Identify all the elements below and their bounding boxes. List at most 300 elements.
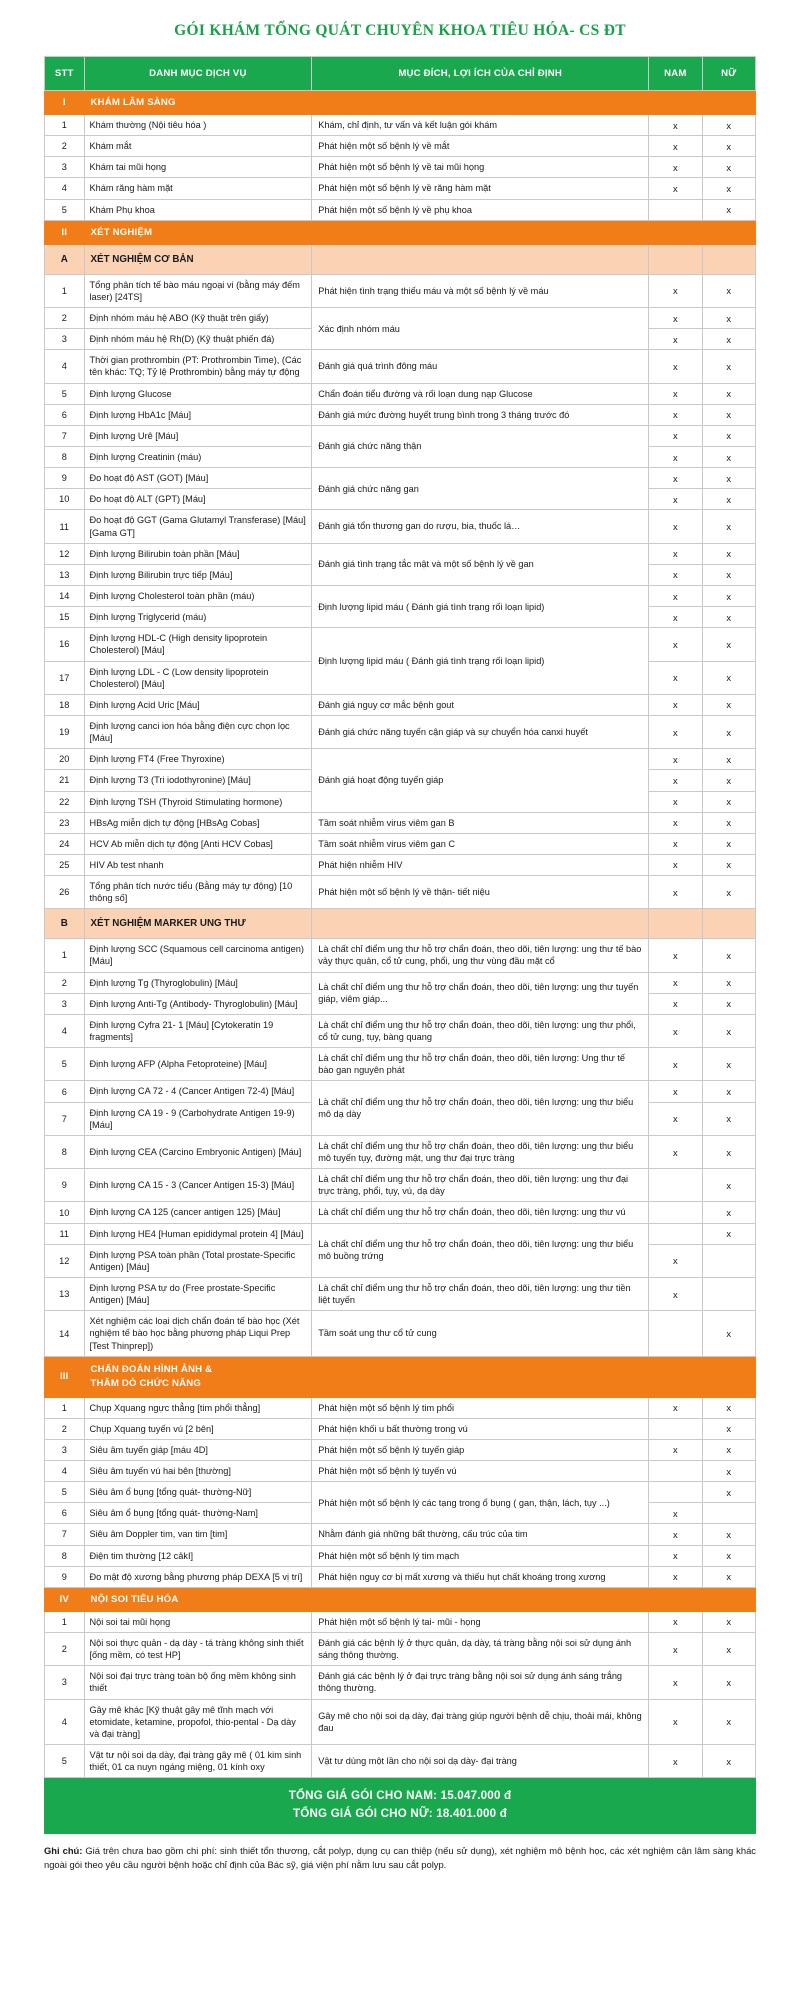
table-row [45,468,756,489]
male-mark: x [649,1524,702,1545]
service-name: Định lượng TSH (Thyroid Stimulating hormone) [84,791,312,812]
table-row [45,404,756,425]
male-mark: x [649,1611,702,1632]
row-number: 13 [45,564,85,585]
male-mark [649,1418,702,1439]
service-name: Định lượng FT4 (Free Thyroxine) [84,749,312,770]
service-name: Định lượng Creatinin (máu) [84,446,312,467]
table-row [45,833,756,854]
male-mark: x [649,876,702,909]
footer-note [44,1834,756,1890]
service-name: Định lượng Acid Uric [Máu] [84,694,312,715]
row-number: 16 [45,628,85,661]
male-mark: x [649,993,702,1014]
table-row [45,854,756,875]
service-name: Khám Phụ khoa [84,199,312,220]
service-purpose: Phát hiện một số bệnh lý tuyến giáp [312,1439,649,1460]
row-number: 1 [45,1397,85,1418]
service-name: Định lượng Bilirubin toàn phần [Máu] [84,543,312,564]
service-purpose: Là chất chỉ điểm ung thư hỗ trợ chẩn đoán, theo dõi, tiên lượng: ung thư biểu mô tuyến tụy, đường mật, ung thư đại trực tràng [312,1135,649,1168]
row-number: 2 [45,972,85,993]
section-label: XÉT NGHIỆM [84,220,756,244]
row-number: 4 [45,1014,85,1047]
female-mark: x [702,425,755,446]
table-row [45,1014,756,1047]
male-mark: x [649,833,702,854]
service-purpose: Phát hiện một số bệnh lý về mắt [312,136,649,157]
row-number: 7 [45,1524,85,1545]
table-row [45,383,756,404]
male-mark: x [649,1744,702,1777]
section-number: I [45,91,85,115]
male-mark: x [649,446,702,467]
male-mark: x [649,854,702,875]
row-number: 1 [45,115,85,136]
male-mark: x [649,564,702,585]
service-name: Siêu âm Doppler tim, van tim [tim] [84,1524,312,1545]
service-name: Chụp Xquang tuyến vú [2 bên] [84,1418,312,1439]
male-mark: x [649,115,702,136]
female-mark: x [702,1666,755,1699]
male-mark: x [649,585,702,606]
row-number: 20 [45,749,85,770]
table-row [45,350,756,383]
row-number: 14 [45,1311,85,1356]
row-number: 19 [45,715,85,748]
male-mark: x [649,1632,702,1665]
service-name: Thời gian prothrombin (PT: Prothrombin Time), (Các tên khác: TQ; Tỷ lệ Prothrombin) bằng máy tự động [84,350,312,383]
female-mark: x [702,564,755,585]
male-mark [649,1223,702,1244]
table-row [45,1524,756,1545]
male-mark: x [649,1397,702,1418]
female-mark: x [702,661,755,694]
female-mark: x [702,1611,755,1632]
service-purpose: Xác định nhóm máu [312,307,649,349]
male-mark: x [649,749,702,770]
female-mark: x [702,1545,755,1566]
table-row [45,715,756,748]
subsection-header-row [45,244,756,274]
service-name: HCV Ab miễn dịch tự động [Anti HCV Cobas] [84,833,312,854]
subsection-female-blank [702,909,755,939]
male-mark: x [649,1503,702,1524]
row-number: 2 [45,1632,85,1665]
service-name: Định lượng Cyfra 21- 1 [Máu] [Cytokeratin 19 fragments] [84,1014,312,1047]
service-purpose: Đánh giá tổn thương gan do rượu, bia, thuốc lá… [312,510,649,543]
service-purpose: Là chất chỉ điểm ung thư hỗ trợ chẩn đoán, theo dõi, tiên lượng: ung thư vú [312,1202,649,1223]
female-mark: x [702,1699,755,1744]
row-number: 24 [45,833,85,854]
service-name: Đo hoạt độ AST (GOT) [Máu] [84,468,312,489]
service-name: Định lượng PSA toàn phần (Total prostate-Specific Antigen) [Máu] [84,1244,312,1277]
male-mark: x [649,791,702,812]
row-number: 9 [45,1169,85,1202]
table-row [45,1632,756,1665]
section-header-row [45,220,756,244]
table-row [45,425,756,446]
service-name: Định lượng CA 72 - 4 (Cancer Antigen 72-4) [Máu] [84,1081,312,1102]
subsection-label: XÉT NGHIỆM MARKER UNG THƯ [84,909,312,939]
row-number: 4 [45,178,85,199]
service-name: Khám mắt [84,136,312,157]
service-name: Định lượng CA 15 - 3 (Cancer Antigen 15-3) [Máu] [84,1169,312,1202]
male-mark: x [649,1048,702,1081]
service-purpose: Định lượng lipid máu ( Đánh giá tình trạng rối loạn lipid) [312,628,649,695]
female-mark: x [702,628,755,661]
female-mark: x [702,199,755,220]
table-row [45,1439,756,1460]
row-number: 1 [45,1611,85,1632]
table-row [45,939,756,972]
table-row [45,1482,756,1503]
male-mark: x [649,1102,702,1135]
service-purpose: Đánh giá mức đường huyết trung bình trong 3 tháng trước đó [312,404,649,425]
female-mark: x [702,1566,755,1587]
service-name: Định lượng Tg (Thyroglobulin) [Máu] [84,972,312,993]
service-name: Định lượng Cholesterol toàn phần (máu) [84,585,312,606]
row-number: 18 [45,694,85,715]
table-row [45,1460,756,1481]
row-number: 12 [45,543,85,564]
service-purpose: Tầm soát nhiễm virus viêm gan B [312,812,649,833]
female-mark: x [702,136,755,157]
row-number: 23 [45,812,85,833]
table-row [45,1278,756,1311]
service-purpose: Phát hiện một số bệnh lý tim mạch [312,1545,649,1566]
row-number: 3 [45,329,85,350]
female-mark: x [702,329,755,350]
service-name: Định lượng LDL - C (Low density lipoprotein Cholesterol) [Máu] [84,661,312,694]
column-header-purpose: MỤC ĐÍCH, LỢI ÍCH CỦA CHỈ ĐỊNH [312,57,649,91]
service-name: Định nhóm máu hệ Rh(D) (Kỹ thuật phiến đá) [84,329,312,350]
row-number: 3 [45,157,85,178]
section-label: KHÁM LÂM SÀNG [84,91,756,115]
row-number: 2 [45,1418,85,1439]
male-mark: x [649,770,702,791]
service-name: Định lượng CA 125 (cancer antigen 125) [Máu] [84,1202,312,1223]
table-row [45,136,756,157]
row-number: 6 [45,1081,85,1102]
female-mark [702,1503,755,1524]
male-mark: x [649,607,702,628]
row-number: 12 [45,1244,85,1277]
female-mark: x [702,1048,755,1081]
section-number: IV [45,1587,85,1611]
row-number: 3 [45,993,85,1014]
table-row [45,876,756,909]
service-name: Định lượng AFP (Alpha Fetoproteine) [Máu] [84,1048,312,1081]
subsection-purpose-blank [312,244,649,274]
table-row [45,1202,756,1223]
male-mark [649,1460,702,1481]
section-header-row [45,1356,756,1397]
service-name: Định lượng HbA1c [Máu] [84,404,312,425]
female-mark: x [702,1202,755,1223]
female-mark: x [702,446,755,467]
service-name: Tổng phân tích tế bào máu ngoại vi (bằng máy đếm laser) [24TS] [84,274,312,307]
service-name: Định lượng Urê [Máu] [84,425,312,446]
male-mark: x [649,350,702,383]
female-mark: x [702,791,755,812]
female-mark: x [702,157,755,178]
row-number: 8 [45,1135,85,1168]
service-purpose: Đánh giá quá trình đông máu [312,350,649,383]
female-mark: x [702,770,755,791]
female-mark: x [702,585,755,606]
row-number: 6 [45,1503,85,1524]
row-number: 4 [45,1460,85,1481]
male-mark: x [649,136,702,157]
total-male: TỔNG GIÁ GÓI CHO NAM: 15.047.000 đ [288,1789,512,1803]
female-mark: x [702,812,755,833]
table-row [45,749,756,770]
service-purpose: Đánh giá chức năng thận [312,425,649,467]
row-number: 2 [45,307,85,328]
column-header-male: NAM [649,57,702,91]
female-mark [702,1244,755,1277]
row-number: 7 [45,425,85,446]
table-row [45,1566,756,1587]
female-mark: x [702,350,755,383]
row-number: 15 [45,607,85,628]
male-mark [649,1202,702,1223]
section-number: III [45,1356,85,1397]
male-mark: x [649,1135,702,1168]
male-mark [649,1311,702,1356]
note-text: Giá trên chưa bao gồm chi phí: sinh thiết tổn thương, cắt polyp, dụng cụ can thiệp (nếu sử dụng), xét nghiệm mô bệnh học, các xét nghiệm cận lâm sàng khác ngoài gói theo yêu cầu người bệnh hoặc chỉ định của Bác sỹ, giá viện phí nằm lưu sau cắt polyp. [44,1845,756,1871]
female-mark: x [702,115,755,136]
female-mark: x [702,876,755,909]
row-number: 9 [45,468,85,489]
female-mark [702,1278,755,1311]
male-mark: x [649,1244,702,1277]
female-mark: x [702,383,755,404]
male-mark: x [649,694,702,715]
row-number: 10 [45,489,85,510]
service-name: Định lượng SCC (Squamous cell carcinoma antigen) [Máu] [84,939,312,972]
row-number: 8 [45,446,85,467]
female-mark: x [702,1632,755,1665]
female-mark: x [702,307,755,328]
note-label: Ghi chú: [44,1845,83,1857]
service-name: Định lượng Glucose [84,383,312,404]
row-number: 17 [45,661,85,694]
service-purpose: Tầm soát ung thư cổ tử cung [312,1311,649,1356]
service-name: HBsAg miễn dịch tự động [HBsAg Cobas] [84,812,312,833]
row-number: 26 [45,876,85,909]
table-row [45,1545,756,1566]
table-row [45,1311,756,1356]
male-mark: x [649,972,702,993]
row-number: 13 [45,1278,85,1311]
row-number: 7 [45,1102,85,1135]
female-mark: x [702,972,755,993]
service-purpose: Là chất chỉ điểm ung thư hỗ trợ chẩn đoán, theo dõi, tiên lượng: Ung thư tế bào gan nguyên phát [312,1048,649,1081]
row-number: 11 [45,510,85,543]
male-mark: x [649,1545,702,1566]
service-name: Xét nghiệm các loại dịch chẩn đoán tế bào học (Xét nghiệm tế bào học bằng phương pháp Liqui Prep [Test Thinprep]) [84,1311,312,1356]
service-name: Nội soi đại trực tràng toàn bộ ống mềm không sinh thiết [84,1666,312,1699]
table-row [45,694,756,715]
table-row [45,1048,756,1081]
female-mark: x [702,1439,755,1460]
female-mark: x [702,1135,755,1168]
service-purpose: Là chất chỉ điểm ung thư hỗ trợ chẩn đoán, theo dõi, tiên lượng: ung thư tuyến giáp, viêm giáp... [312,972,649,1014]
female-mark: x [702,607,755,628]
service-name: Khám tai mũi họng [84,157,312,178]
service-name: Định lượng Bilirubin trực tiếp [Máu] [84,564,312,585]
row-number: 11 [45,1223,85,1244]
service-purpose: Đánh giá các bệnh lý ở đại trực tràng bằng nội soi sử dụng ánh sáng trắng thông thường. [312,1666,649,1699]
table-header [45,57,756,91]
row-number: 1 [45,274,85,307]
row-number: 6 [45,404,85,425]
male-mark: x [649,468,702,489]
service-purpose: Đánh giá hoạt động tuyến giáp [312,749,649,812]
male-mark [649,199,702,220]
male-mark [649,1169,702,1202]
service-name: Định lượng PSA tự do (Free prostate-Specific Antigen) [Máu] [84,1278,312,1311]
service-purpose: Là chất chỉ điểm ung thư hỗ trợ chẩn đoán, theo dõi, tiên lượng: ung thư biểu mô buồng trứng [312,1223,649,1277]
service-name: Vật tư nội soi dạ dày, đại tràng gây mê ( 01 kim sinh thiết, 01 ca nuyn ngáng miệng, 01 kính oxy [84,1744,312,1777]
table-row [45,1744,756,1777]
service-name: Siêu âm ổ bụng [tổng quát- thường-Nam] [84,1503,312,1524]
female-mark: x [702,1102,755,1135]
service-name: Đo hoạt độ ALT (GPT) [Máu] [84,489,312,510]
service-purpose: Định lượng lipid máu ( Đánh giá tình trạng rối loạn lipid) [312,585,649,627]
table-row [45,1666,756,1699]
service-purpose: Gây mê cho nội soi dạ dày, đại tràng giúp người bệnh dễ chịu, thoải mái, không đau [312,1699,649,1744]
page-title: GÓI KHÁM TỔNG QUÁT CHUYÊN KHOA TIÊU HÓA- CS ĐT [174,22,626,39]
service-purpose: Đánh giá chức năng gan [312,468,649,510]
table-row [45,1135,756,1168]
service-name: Siêu âm ổ bụng [tổng quát- thường-Nữ] [84,1482,312,1503]
service-name: Khám thường (Nội tiêu hóa ) [84,115,312,136]
row-number: 4 [45,1699,85,1744]
row-number: 14 [45,585,85,606]
row-number: 5 [45,199,85,220]
female-mark: x [702,1744,755,1777]
service-purpose: Là chất chỉ điểm ung thư hỗ trợ chẩn đoán, theo dõi, tiên lượng: ung thư tiền liệt tuyến [312,1278,649,1311]
female-mark: x [702,1418,755,1439]
table-row [45,274,756,307]
male-mark: x [649,489,702,510]
service-purpose: Khám, chỉ định, tư vấn và kết luận gói khám [312,115,649,136]
row-number: 25 [45,854,85,875]
male-mark: x [649,1699,702,1744]
row-number: 8 [45,1545,85,1566]
female-mark: x [702,694,755,715]
male-mark: x [649,715,702,748]
service-purpose: Phát hiện nguy cơ bị mất xương và thiếu hụt chất khoáng trong xương [312,1566,649,1587]
row-number: 3 [45,1439,85,1460]
female-mark: x [702,1460,755,1481]
table-row [45,510,756,543]
male-mark [649,1482,702,1503]
row-number: 22 [45,791,85,812]
section-label: CHẨN ĐOÁN HÌNH ẢNH & THĂM DÒ CHỨC NĂNG [84,1356,756,1397]
male-mark: x [649,178,702,199]
male-mark: x [649,812,702,833]
service-purpose: Là chất chỉ điểm ung thư hỗ trợ chẩn đoán, theo dõi, tiên lượng: ung thư đại trực tràng, phổi, tụy, vú, dạ dày [312,1169,649,1202]
service-name: Khám răng hàm mặt [84,178,312,199]
subsection-male-blank [649,244,702,274]
row-number: 3 [45,1666,85,1699]
service-name: Định lượng T3 (Tri iodothyronine) [Máu] [84,770,312,791]
service-purpose: Phát hiện một số bệnh lý về răng hàm mặt [312,178,649,199]
service-purpose: Phát hiện khối u bất thường trong vú [312,1418,649,1439]
service-name: Gây mê khác [Kỹ thuật gây mê tĩnh mạch với etomidate, ketamine, propofol, thio-pental - Dạ dày và đại tràng] [84,1699,312,1744]
female-mark: x [702,1014,755,1047]
table-row [45,1699,756,1744]
male-mark: x [649,510,702,543]
male-mark: x [649,1566,702,1587]
table-row [45,1611,756,1632]
female-mark: x [702,543,755,564]
service-purpose: Phát hiện tình trạng thiếu máu và một số bệnh lý về máu [312,274,649,307]
row-number: 5 [45,1482,85,1503]
subsection-letter: A [45,244,85,274]
male-mark: x [649,274,702,307]
table-row [45,307,756,328]
female-mark: x [702,715,755,748]
row-number: 10 [45,1202,85,1223]
service-name: Đo hoạt độ GGT (Gama Glutamyl Transferase) [Máu] [Gama GT] [84,510,312,543]
service-purpose: Chẩn đoán tiểu đường và rối loạn dung nạp Glucose [312,383,649,404]
section-header-row [45,1587,756,1611]
male-mark: x [649,661,702,694]
male-mark: x [649,1666,702,1699]
row-number: 1 [45,939,85,972]
female-mark: x [702,833,755,854]
table-row [45,585,756,606]
subsection-female-blank [702,244,755,274]
service-name: Định lượng CEA (Carcino Embryonic Antigen) [Máu] [84,1135,312,1168]
service-purpose: Nhằm đánh giá những bất thường, cấu trúc của tim [312,1524,649,1545]
row-number: 2 [45,136,85,157]
service-purpose: Phát hiện một số bệnh lý tim phổi [312,1397,649,1418]
service-purpose: Phát hiện một số bệnh lý tuyến vú [312,1460,649,1481]
service-purpose: Phát hiện một số bệnh lý về tai mũi họng [312,157,649,178]
section-number: II [45,220,85,244]
service-purpose: Đánh giá các bệnh lý ở thực quản, dạ dày, tá tràng bằng nội soi sử dụng ánh sáng thông thường. [312,1632,649,1665]
table-row [45,543,756,564]
female-mark: x [702,510,755,543]
service-purpose: Là chất chỉ điểm ung thư hỗ trợ chẩn đoán, theo dõi, tiên lượng: ung thư phổi, cổ tử cung, tụy, bàng quang [312,1014,649,1047]
section-label: NỘI SOI TIÊU HÓA [84,1587,756,1611]
service-name: Định lượng Triglycerid (máu) [84,607,312,628]
male-mark: x [649,404,702,425]
male-mark: x [649,1014,702,1047]
subsection-male-blank [649,909,702,939]
female-mark: x [702,1081,755,1102]
row-number: 9 [45,1566,85,1587]
table-row [45,972,756,993]
female-mark: x [702,993,755,1014]
male-mark: x [649,1439,702,1460]
male-mark: x [649,157,702,178]
service-purpose: Đánh giá chức năng tuyến cận giáp và sự chuyển hóa canxi huyết [312,715,649,748]
subsection-purpose-blank [312,909,649,939]
female-mark: x [702,1223,755,1244]
female-mark: x [702,939,755,972]
service-purpose: Đánh giá nguy cơ mắc bệnh gout [312,694,649,715]
service-name: Đo mật độ xương bằng phương pháp DEXA [5 vị trí] [84,1566,312,1587]
total-female: TỔNG GIÁ GÓI CHO NỮ: 18.401.000 đ [292,1807,507,1821]
service-name: Siêu âm tuyến giáp [máu 4D] [84,1439,312,1460]
male-mark: x [649,307,702,328]
